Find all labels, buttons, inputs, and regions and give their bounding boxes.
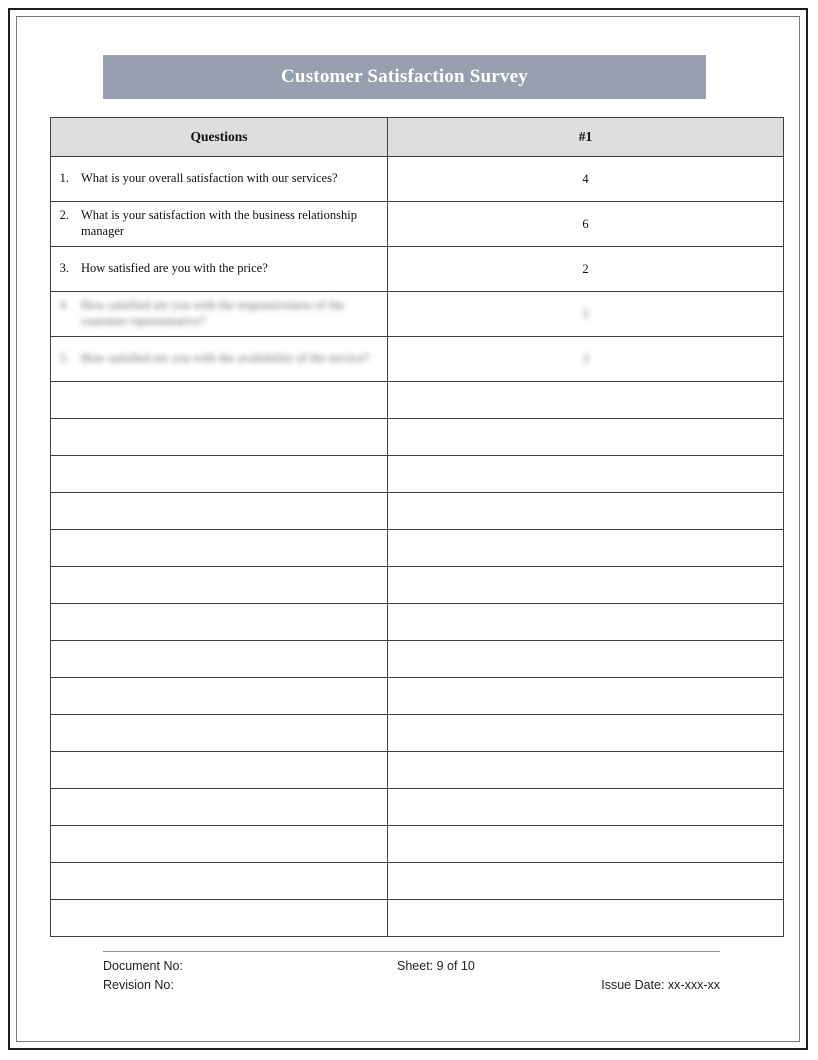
- answer-cell-empty[interactable]: [388, 678, 784, 715]
- answer-cell-empty[interactable]: [388, 419, 784, 456]
- table-row-empty: [51, 382, 784, 419]
- question-cell-empty[interactable]: [51, 715, 388, 752]
- answer-cell-empty[interactable]: [388, 382, 784, 419]
- question-cell-empty[interactable]: [51, 382, 388, 419]
- footer-document-no: Document No:: [103, 959, 183, 973]
- table-header-row: [51, 118, 784, 157]
- column-header-questions: Questions: [51, 118, 388, 157]
- table-row-empty: [51, 863, 784, 900]
- question-cell: [51, 247, 388, 292]
- table-row-empty: [51, 826, 784, 863]
- question-cell-empty[interactable]: [51, 493, 388, 530]
- question-cell-empty[interactable]: [51, 419, 388, 456]
- question-cell: [51, 157, 388, 202]
- footer-issue-date: Issue Date: xx-xxx-xx: [601, 978, 720, 992]
- table-row-empty: [51, 789, 784, 826]
- column-header-response-1: #1: [388, 118, 784, 157]
- table-row-empty: [51, 604, 784, 641]
- question-cell: [51, 292, 388, 337]
- answer-cell-empty[interactable]: [388, 752, 784, 789]
- page-inner-border: [16, 16, 800, 1042]
- table-row: [51, 292, 784, 337]
- page-content: [17, 17, 799, 1041]
- question-number: 3.: [59, 261, 69, 276]
- table-row: [51, 247, 784, 292]
- answer-cell[interactable]: 4: [388, 157, 784, 202]
- answer-cell-empty[interactable]: [388, 863, 784, 900]
- table-row-empty: [51, 678, 784, 715]
- footer-revision-no: Revision No:: [103, 978, 174, 992]
- question-text: How satisfied are you with the responsiveness of the customer representative?: [81, 298, 345, 328]
- answer-cell-empty[interactable]: [388, 715, 784, 752]
- table-row-empty: [51, 900, 784, 937]
- survey-table: [50, 117, 784, 937]
- answer-cell-empty[interactable]: [388, 826, 784, 863]
- question-cell-empty[interactable]: [51, 678, 388, 715]
- table-head: [51, 118, 784, 157]
- page-outer-border: [8, 8, 808, 1050]
- answer-cell-empty[interactable]: [388, 789, 784, 826]
- question-cell-empty[interactable]: [51, 456, 388, 493]
- page-title: Customer Satisfaction Survey: [281, 66, 528, 87]
- question-cell-empty[interactable]: [51, 789, 388, 826]
- question-text: How satisfied are you with the price?: [81, 261, 268, 276]
- answer-cell-empty[interactable]: [388, 456, 784, 493]
- question-cell-empty[interactable]: [51, 863, 388, 900]
- table-row-empty: [51, 419, 784, 456]
- table-row-empty: [51, 715, 784, 752]
- question-cell-empty[interactable]: [51, 641, 388, 678]
- question-number: 5.: [59, 351, 69, 366]
- footer-sheet: Sheet: 9 of 10: [397, 959, 475, 973]
- answer-cell-empty[interactable]: [388, 567, 784, 604]
- table-row-empty: [51, 456, 784, 493]
- question-cell-empty[interactable]: [51, 604, 388, 641]
- question-cell-empty[interactable]: [51, 900, 388, 937]
- page-footer: [103, 951, 720, 1005]
- table-body: [51, 157, 784, 937]
- question-cell-empty[interactable]: [51, 752, 388, 789]
- table-row: [51, 157, 784, 202]
- question-text: What is your overall satisfaction with our services?: [81, 171, 338, 186]
- question-cell: [51, 337, 388, 382]
- question-cell-empty[interactable]: [51, 567, 388, 604]
- question-text: What is your satisfaction with the business relationship manager: [81, 208, 357, 238]
- table-row-empty: [51, 752, 784, 789]
- document-title-banner: [103, 55, 706, 99]
- answer-cell[interactable]: 2: [388, 247, 784, 292]
- footer-divider: [103, 951, 720, 952]
- question-text: How satisfied are you with the availability of the service?: [81, 351, 370, 366]
- answer-cell[interactable]: 5: [388, 292, 784, 337]
- table-row: [51, 337, 784, 382]
- answer-cell[interactable]: 6: [388, 202, 784, 247]
- table-row: [51, 202, 784, 247]
- answer-cell-empty[interactable]: [388, 604, 784, 641]
- question-cell-empty[interactable]: [51, 826, 388, 863]
- table-row-empty: [51, 493, 784, 530]
- table-row-empty: [51, 641, 784, 678]
- table-row-empty: [51, 567, 784, 604]
- question-number: 2.: [59, 208, 69, 223]
- question-number: 1.: [59, 171, 69, 186]
- question-cell-empty[interactable]: [51, 530, 388, 567]
- table-row-empty: [51, 530, 784, 567]
- answer-cell-empty[interactable]: [388, 530, 784, 567]
- answer-cell-empty[interactable]: [388, 641, 784, 678]
- answer-cell[interactable]: 3: [388, 337, 784, 382]
- question-cell: [51, 202, 388, 247]
- answer-cell-empty[interactable]: [388, 900, 784, 937]
- question-number: 4.: [59, 298, 69, 313]
- answer-cell-empty[interactable]: [388, 493, 784, 530]
